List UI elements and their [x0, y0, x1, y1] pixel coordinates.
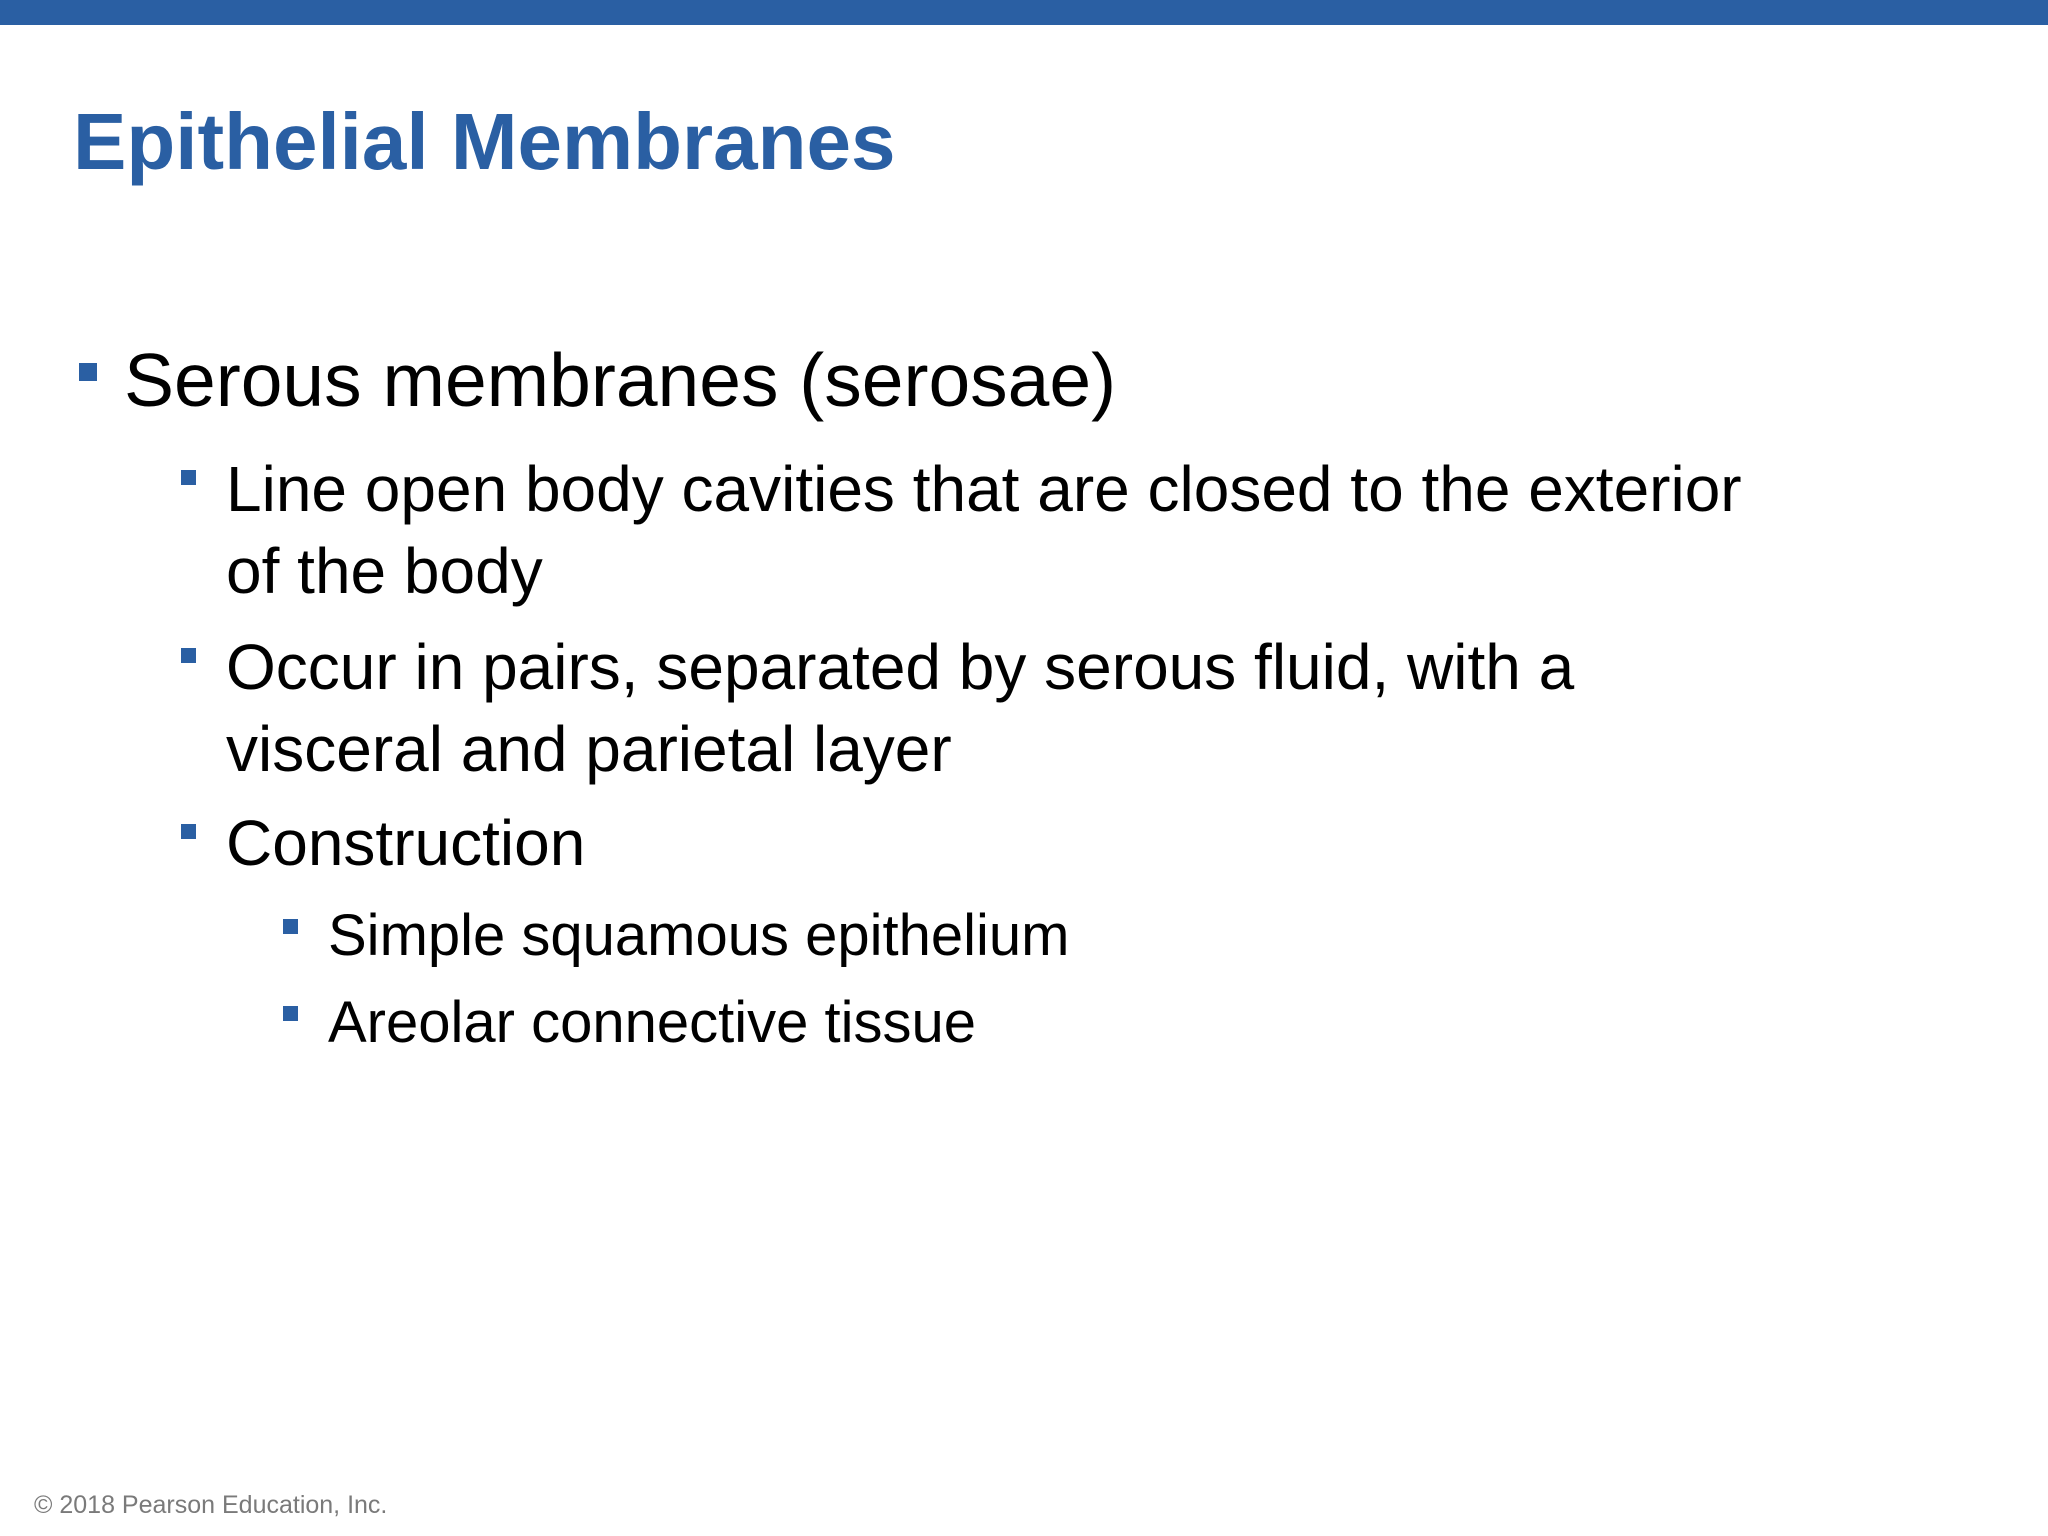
square-bullet-icon — [79, 363, 97, 381]
bullet-text: Line open body cavities that are closed to the exterior — [226, 453, 1742, 525]
square-bullet-icon — [181, 648, 196, 663]
bullet-text-continued: of the body — [226, 535, 543, 607]
square-bullet-icon — [283, 919, 298, 934]
bullet-text: Serous membranes (serosae) — [124, 338, 1117, 422]
copyright-notice: © 2018 Pearson Education, Inc. — [34, 1491, 388, 1519]
bullet-text: Construction — [226, 807, 586, 879]
bullet-text: Areolar connective tissue — [328, 990, 976, 1055]
top-accent-bar — [0, 0, 2048, 25]
slide-title: Epithelial Membranes — [73, 97, 896, 186]
square-bullet-icon — [181, 824, 196, 839]
bullet-text-continued: visceral and parietal layer — [226, 713, 952, 785]
bullet-text: Simple squamous epithelium — [328, 903, 1070, 968]
bullet-text: Occur in pairs, separated by serous fluid, with a — [226, 631, 1575, 703]
square-bullet-icon — [283, 1006, 298, 1021]
square-bullet-icon — [181, 470, 196, 485]
